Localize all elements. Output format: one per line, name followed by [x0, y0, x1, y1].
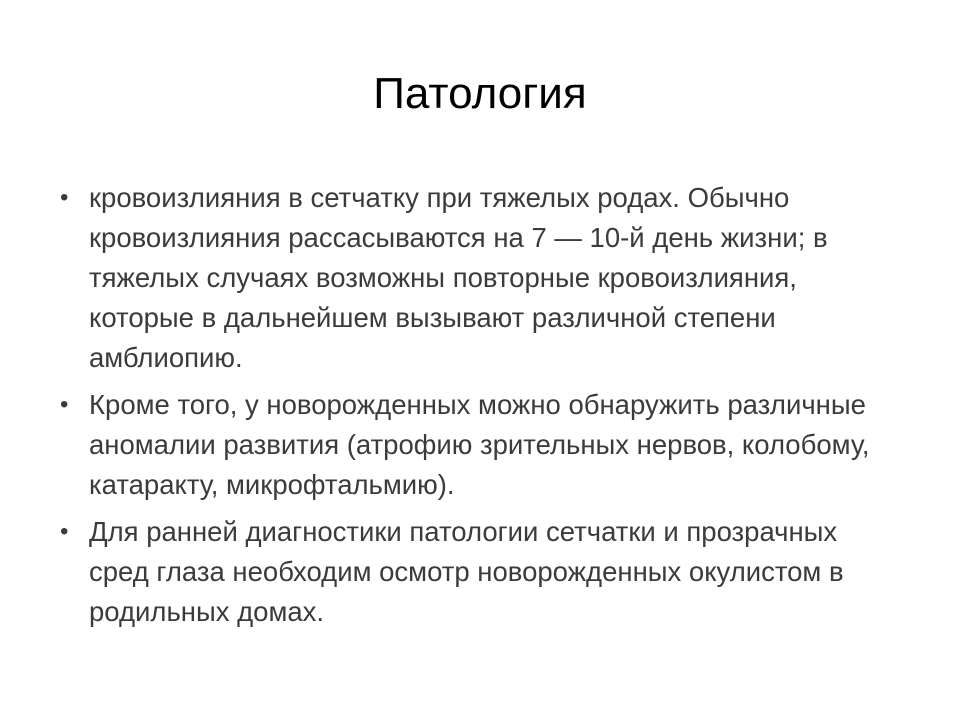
bullet-text: Кроме того, у новорожденных можно обнаружить различные аномалии развития (атрофию зрительных нервов, колобому, катаракту, микрофтальмию). [89, 389, 870, 500]
bullet-text: Для ранней диагностики патологии сетчатки и прозрачных сред глаза необходим осмотр новорожденных окулистом в родильных домах. [89, 516, 844, 627]
list-item [60, 178, 900, 378]
bullet-text: кровоизлияния в сетчатку при тяжелых родах. Обычно кровоизлияния рассасываются на 7 — 10-й день жизни; в тяжелых случаях возможны повторные кровоизлияния, которые в дальнейшем вызывают различной степени амблиопию. [89, 182, 828, 373]
slide-title: Патология [373, 69, 587, 118]
list-item [60, 385, 900, 505]
bullet-icon: • [60, 518, 69, 545]
bullet-list [60, 178, 900, 639]
list-item [60, 512, 900, 632]
bullet-icon: • [60, 391, 69, 418]
bullet-icon: • [60, 184, 69, 211]
